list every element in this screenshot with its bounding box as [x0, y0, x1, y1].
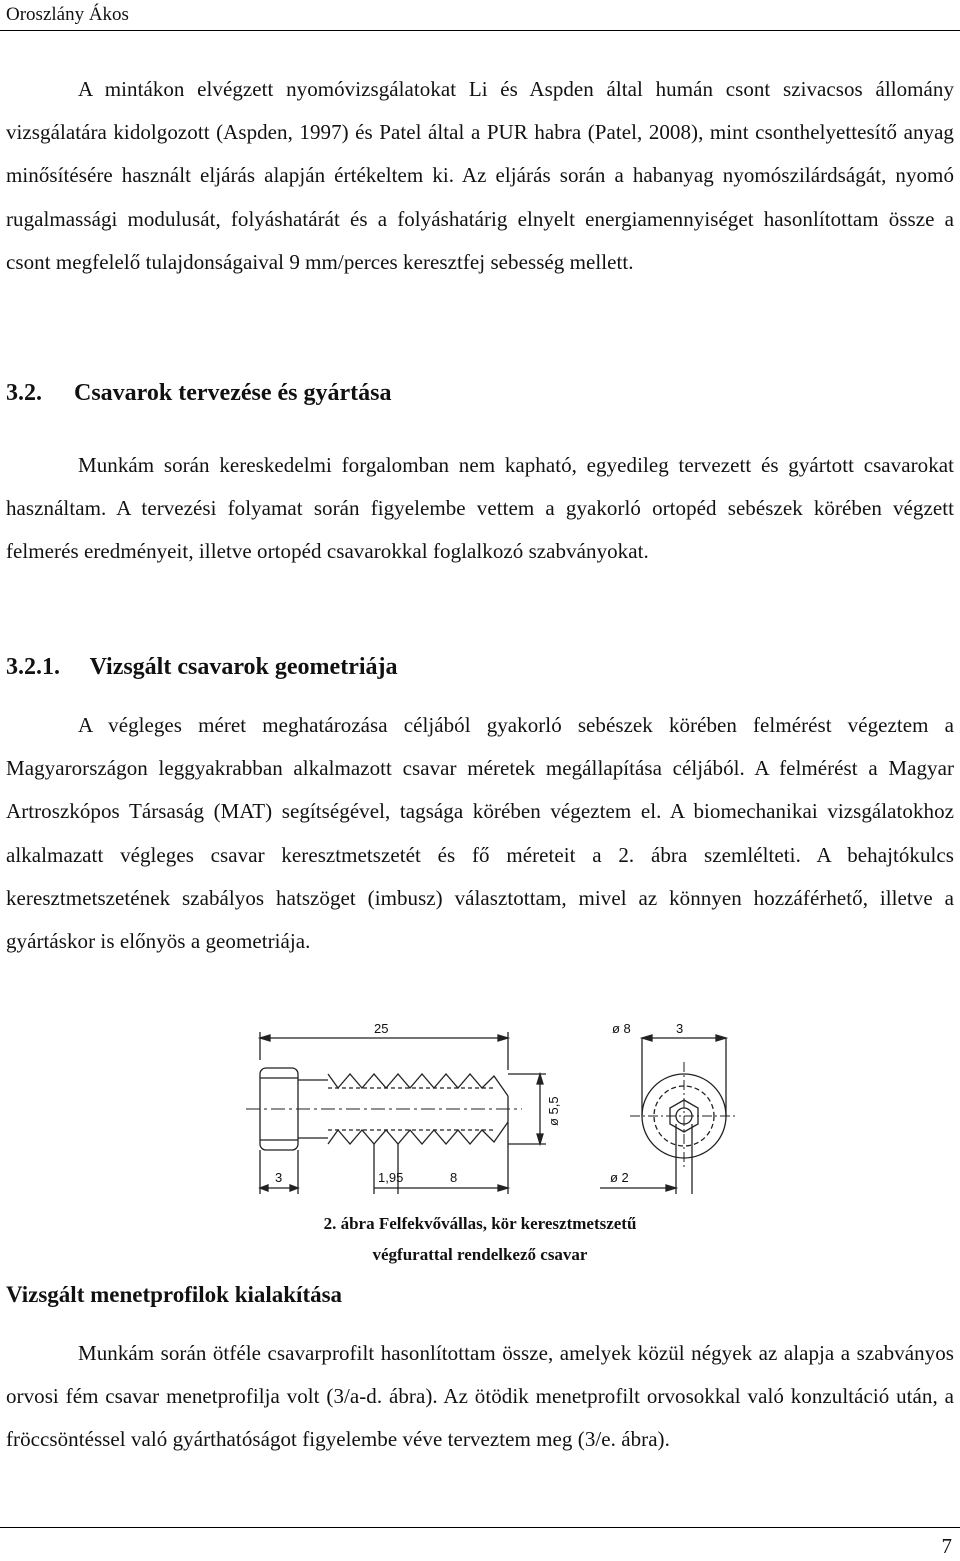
running-header-author: Oroszlány Ákos — [6, 4, 129, 25]
section-heading-3-2-1 — [6, 652, 398, 682]
caption-line-2: végfurattal rendelkező csavar — [372, 1245, 588, 1264]
dim-pitch: 1,95 — [378, 1170, 404, 1185]
section-title: Csavarok tervezése és gyártása — [74, 380, 392, 406]
dim-thread-length: 8 — [450, 1170, 458, 1185]
dim-head-depth: 3 — [676, 1021, 684, 1036]
subsection-title: Vizsgált csavarok geometriája — [89, 654, 398, 680]
footer-rule — [0, 1527, 960, 1528]
subsection-number: 3.2.1. — [6, 654, 60, 680]
thread-bottom — [328, 1122, 508, 1144]
header-rule — [0, 30, 960, 31]
paragraph-thread-profiles: Munkám során ötféle csavarprofilt hasonlítottam össze, amelyek közül négyek az alapja a szabványos orvosi fém csavar menetprofilja volt (3/a-d. ábra). Az ötödik menetprofilt orvosokkal való konzultáció után, a fröccsöntéssel való gyárthatóságot figyelembe véve terveztem meg (3/e. ábra). — [6, 1341, 954, 1452]
paragraph-screw-design: Munkám során kereskedelmi forgalomban nem kapható, egyedileg tervezett és gyártott csavarokat használtam. A tervezési folyamat során figyelembe vettem a gyakorló ortopéd sebészek körében végzett felmerés eredményeit, illetve ortopéd csavarokkal foglalkozó szabványokat. — [6, 453, 954, 564]
paragraph-screw-geometry: A végleges méret meghatározása céljából gyakorló sebészek körében felmérést végeztem a Magyarországon leggyakrabban alkalmazott csavar méretek megállapítása céljából. A felmérést a Magyar Artroszkópos Társaság (MAT) segítségével, tagsága körében végeztem el. A biomechanikai vizsgálatokhoz alkalmazatt végleges csavar keresztmetszetét és fő méreteit a 2. ábra szemlélteti. A behajtókulcs keresztmetszetének szabályos hatszöget (imbusz) választottam, mivel az könnyen hozzáférhető, illetve a gyártáskor is előnyös a geometriája. — [6, 713, 954, 954]
page-number: 7 — [941, 1534, 952, 1558]
dim-thread-diameter: ø 5,5 — [546, 1096, 561, 1126]
dim-total-length: 25 — [374, 1021, 389, 1036]
paragraph-compression-tests: A mintákon elvégzett nyomóvizsgálatokat Li és Aspden által humán csont szivacsos állomány vizsgálatára kidolgozott (Aspden, 1997) és Patel által a PUR habra (Patel, 2008), mint csonthelyettesítő anyag minősítésére használt eljárás alapján értékeltem ki. Az eljárás során a habanyag nyomószilárdságát, nyomó rugalmassági modulusát, folyáshatárát és a folyáshatárig elnyelt energiamennyiséget hasonlítottam össze a csont megfelelő tulajdonságaival 9 mm/perces keresztfej sebesség mellett. — [6, 77, 954, 274]
dim-hole-diameter: ø 2 — [610, 1170, 629, 1185]
section-heading-3-2 — [6, 378, 391, 408]
figure-caption — [258, 1208, 702, 1270]
dim-head-length: 3 — [275, 1170, 283, 1185]
section-number: 3.2. — [6, 380, 42, 406]
subheading-thread-profiles: Vizsgált menetprofilok kialakítása — [6, 1282, 343, 1307]
thread-top — [328, 1074, 508, 1096]
screw-technical-drawing — [240, 1018, 940, 1202]
caption-line-1: 2. ábra Felfekvővállas, kör keresztmetszetű — [323, 1214, 637, 1233]
screw-drawing-svg — [240, 1018, 940, 1202]
dim-head-diameter: ø 8 — [612, 1021, 631, 1036]
